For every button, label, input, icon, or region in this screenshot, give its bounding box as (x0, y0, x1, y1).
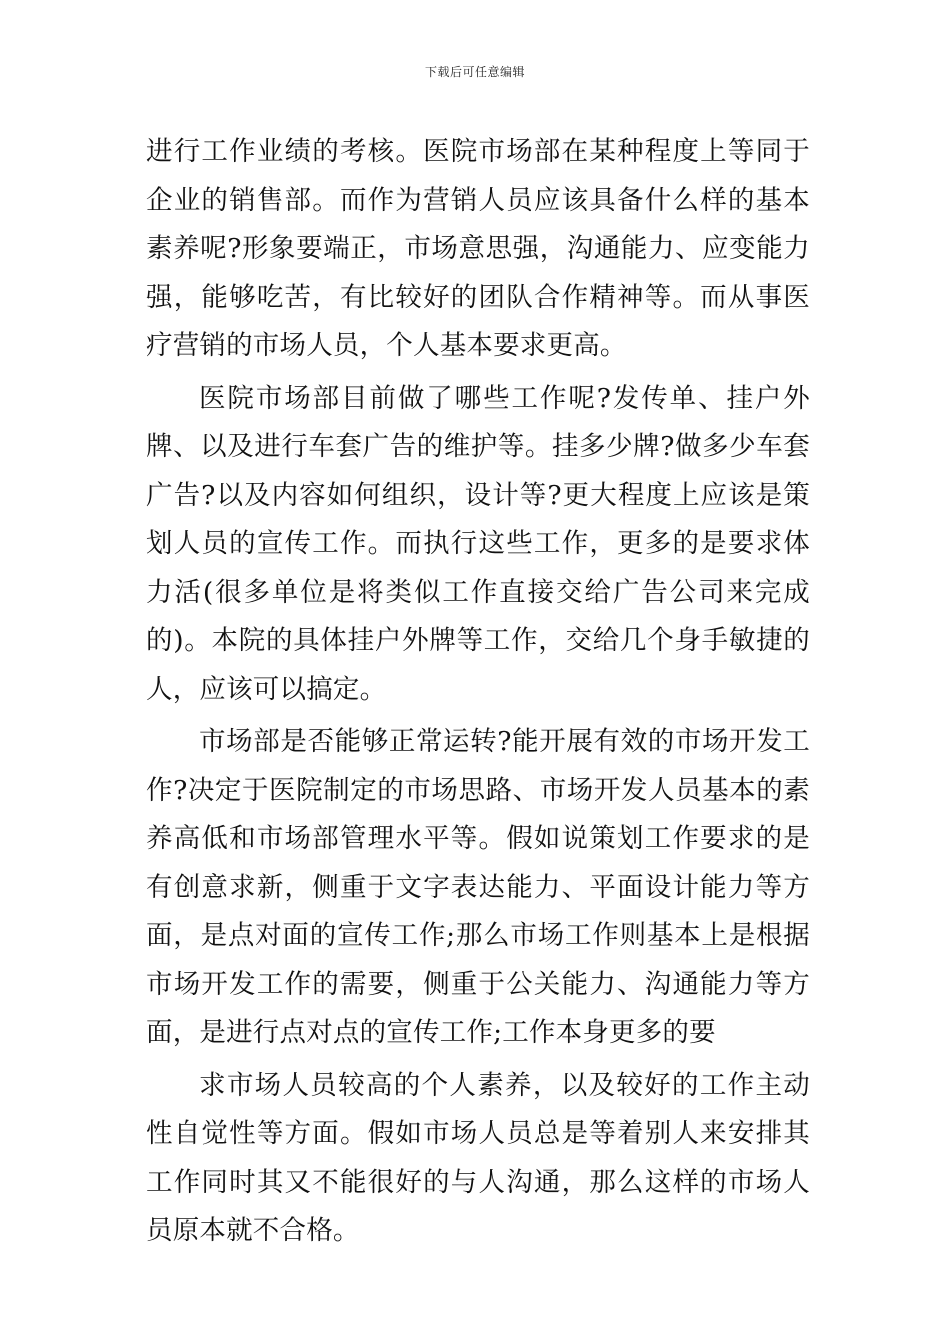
document-body (146, 128, 810, 1256)
paragraph-3: 市场部是否能够正常运转?能开展有效的市场开发工作?决定于医院制定的市场思路、市场开发人员基本的素养高低和市场部管理水平等。假如说策划工作要求的是有创意求新，侧重于文字表达能力、平面设计能力等方面，是点对面的宣传工作;那么市场工作则基本上是根据市场开发工作的需要，侧重于公关能力、沟通能力等方面，是进行点对点的宣传工作;工作本身更多的要 (146, 726, 810, 1048)
paragraph-4: 求市场人员较高的个人素养，以及较好的工作主动性自觉性等方面。假如市场人员总是等着别人来安排其工作同时其又不能很好的与人沟通，那么这样的市场人员原本就不合格。 (146, 1069, 810, 1246)
paragraph-2: 医院市场部目前做了哪些工作呢?发传单、挂户外牌、以及进行车套广告的维护等。挂多少牌?做多少车套广告?以及内容如何组织，设计等?更大程度上应该是策划人员的宣传工作。而执行这些工作，更多的是要求体力活(很多单位是将类似工作直接交给广告公司来完成的)。本院的具体挂户外牌等工作，交给几个身手敏捷的人，应该可以搞定。 (146, 382, 810, 705)
paragraph-1: 进行工作业绩的考核。医院市场部在某种程度上等同于企业的销售部。而作为营销人员应该具备什么样的基本素养呢?形象要端正，市场意思强，沟通能力、应变能力强，能够吃苦，有比较好的团队合作精神等。而从事医疗营销的市场人员，个人基本要求更高。 (146, 136, 810, 361)
page-header: 下载后可任意编辑 (424, 65, 525, 79)
